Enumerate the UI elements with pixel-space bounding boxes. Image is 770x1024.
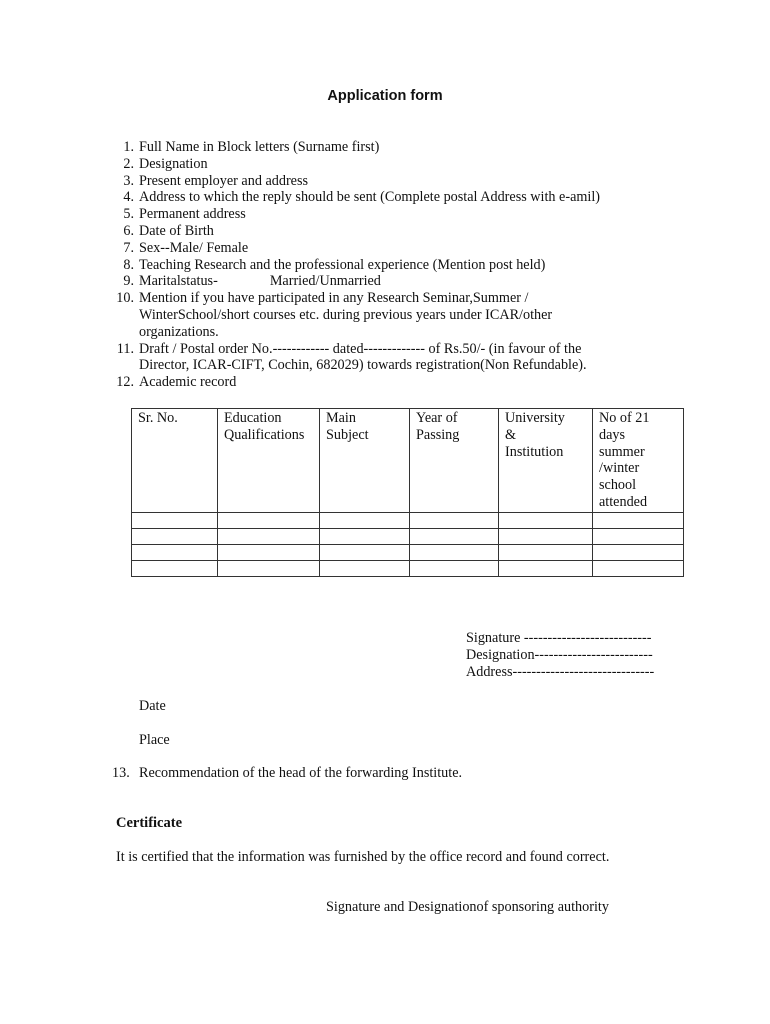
list-item: 4. Address to which the reply should be sent (Complete postal Address with e-amil) (123, 189, 601, 206)
certificate-text: It is certified that the information was furnished by the office record and found correct. (116, 849, 610, 865)
certificate-heading: Certificate (116, 815, 183, 831)
academic-record-table (131, 408, 684, 577)
table-cell[interactable] (410, 544, 499, 560)
list-item: 3. Present employer and address (123, 172, 309, 189)
table-row (132, 528, 684, 544)
header-education: Education Qualifications (218, 409, 320, 513)
table-cell[interactable] (132, 560, 218, 576)
marital-status-options: Married/Unmarried (269, 273, 381, 290)
form-item-list (112, 139, 672, 391)
list-item: 6. Date of Birth (123, 222, 214, 239)
list-item: 7. Sex--Male/ Female (123, 239, 249, 256)
table-row (132, 560, 684, 576)
table-cell[interactable] (320, 544, 410, 560)
list-item: 2. Designation (123, 155, 208, 172)
date-label: Date (139, 698, 166, 714)
header-school-attended: No of 21 days summer /winter school attended (593, 409, 684, 513)
list-item: 1. Full Name in Block letters (Surname first) (123, 139, 380, 155)
list-item: 10. Mention if you have participated in any Research Seminar,Summer / WinterSchool/short courses etc. during previous years under ICAR/other organizations. (116, 290, 553, 340)
table-cell[interactable] (499, 512, 593, 528)
table-cell[interactable] (218, 512, 320, 528)
sponsor-signature-label: Signature and Designationof sponsoring authority (326, 899, 609, 915)
header-university: University & Institution (499, 409, 593, 513)
address-line: Address------------------------------ (466, 663, 655, 680)
table-cell[interactable] (499, 544, 593, 560)
signature-line: Signature --------------------------- (466, 630, 652, 646)
list-item: 11. Draft / Postal order No.------------ dated------------- of Rs.50/- (in favour of the Director, ICAR-CIFT, Cochin, 682029) towards registration(Non Refundable). (116, 340, 587, 374)
designation-line: Designation------------------------- (466, 646, 653, 663)
list-item: 5. Permanent address (123, 206, 246, 223)
table-cell[interactable] (410, 560, 499, 576)
table-cell[interactable] (132, 528, 218, 544)
table-cell[interactable] (593, 560, 684, 576)
table-cell[interactable] (218, 544, 320, 560)
table-cell[interactable] (132, 544, 218, 560)
table-cell[interactable] (593, 512, 684, 528)
header-main-subject: Main Subject (320, 409, 410, 513)
recommendation-item: 13. Recommendation of the head of the forwarding Institute. (112, 765, 463, 781)
table-cell[interactable] (320, 560, 410, 576)
table-cell[interactable] (410, 512, 499, 528)
table-cell[interactable] (320, 528, 410, 544)
table-header-row (132, 409, 684, 513)
table-row (132, 512, 684, 528)
table-cell[interactable] (218, 560, 320, 576)
place-label: Place (139, 732, 170, 748)
page-title: Application form (327, 88, 443, 104)
marital-status-item: 9. Maritalstatus- Married/Unmarried (123, 273, 381, 290)
list-item: 12. Academic record (116, 374, 237, 391)
table-cell[interactable] (499, 560, 593, 576)
table-cell[interactable] (410, 528, 499, 544)
applicant-signature-block (466, 630, 654, 680)
header-year-of-passing: Year of Passing (410, 409, 499, 513)
table-cell[interactable] (593, 544, 684, 560)
table-cell[interactable] (132, 512, 218, 528)
list-item: 8. Teaching Research and the professional experience (Mention post held) (123, 256, 546, 273)
table-cell[interactable] (499, 528, 593, 544)
table-row (132, 544, 684, 560)
table-cell[interactable] (320, 512, 410, 528)
header-sr-no: Sr. No. (132, 409, 218, 513)
table-cell[interactable] (218, 528, 320, 544)
table-cell[interactable] (593, 528, 684, 544)
